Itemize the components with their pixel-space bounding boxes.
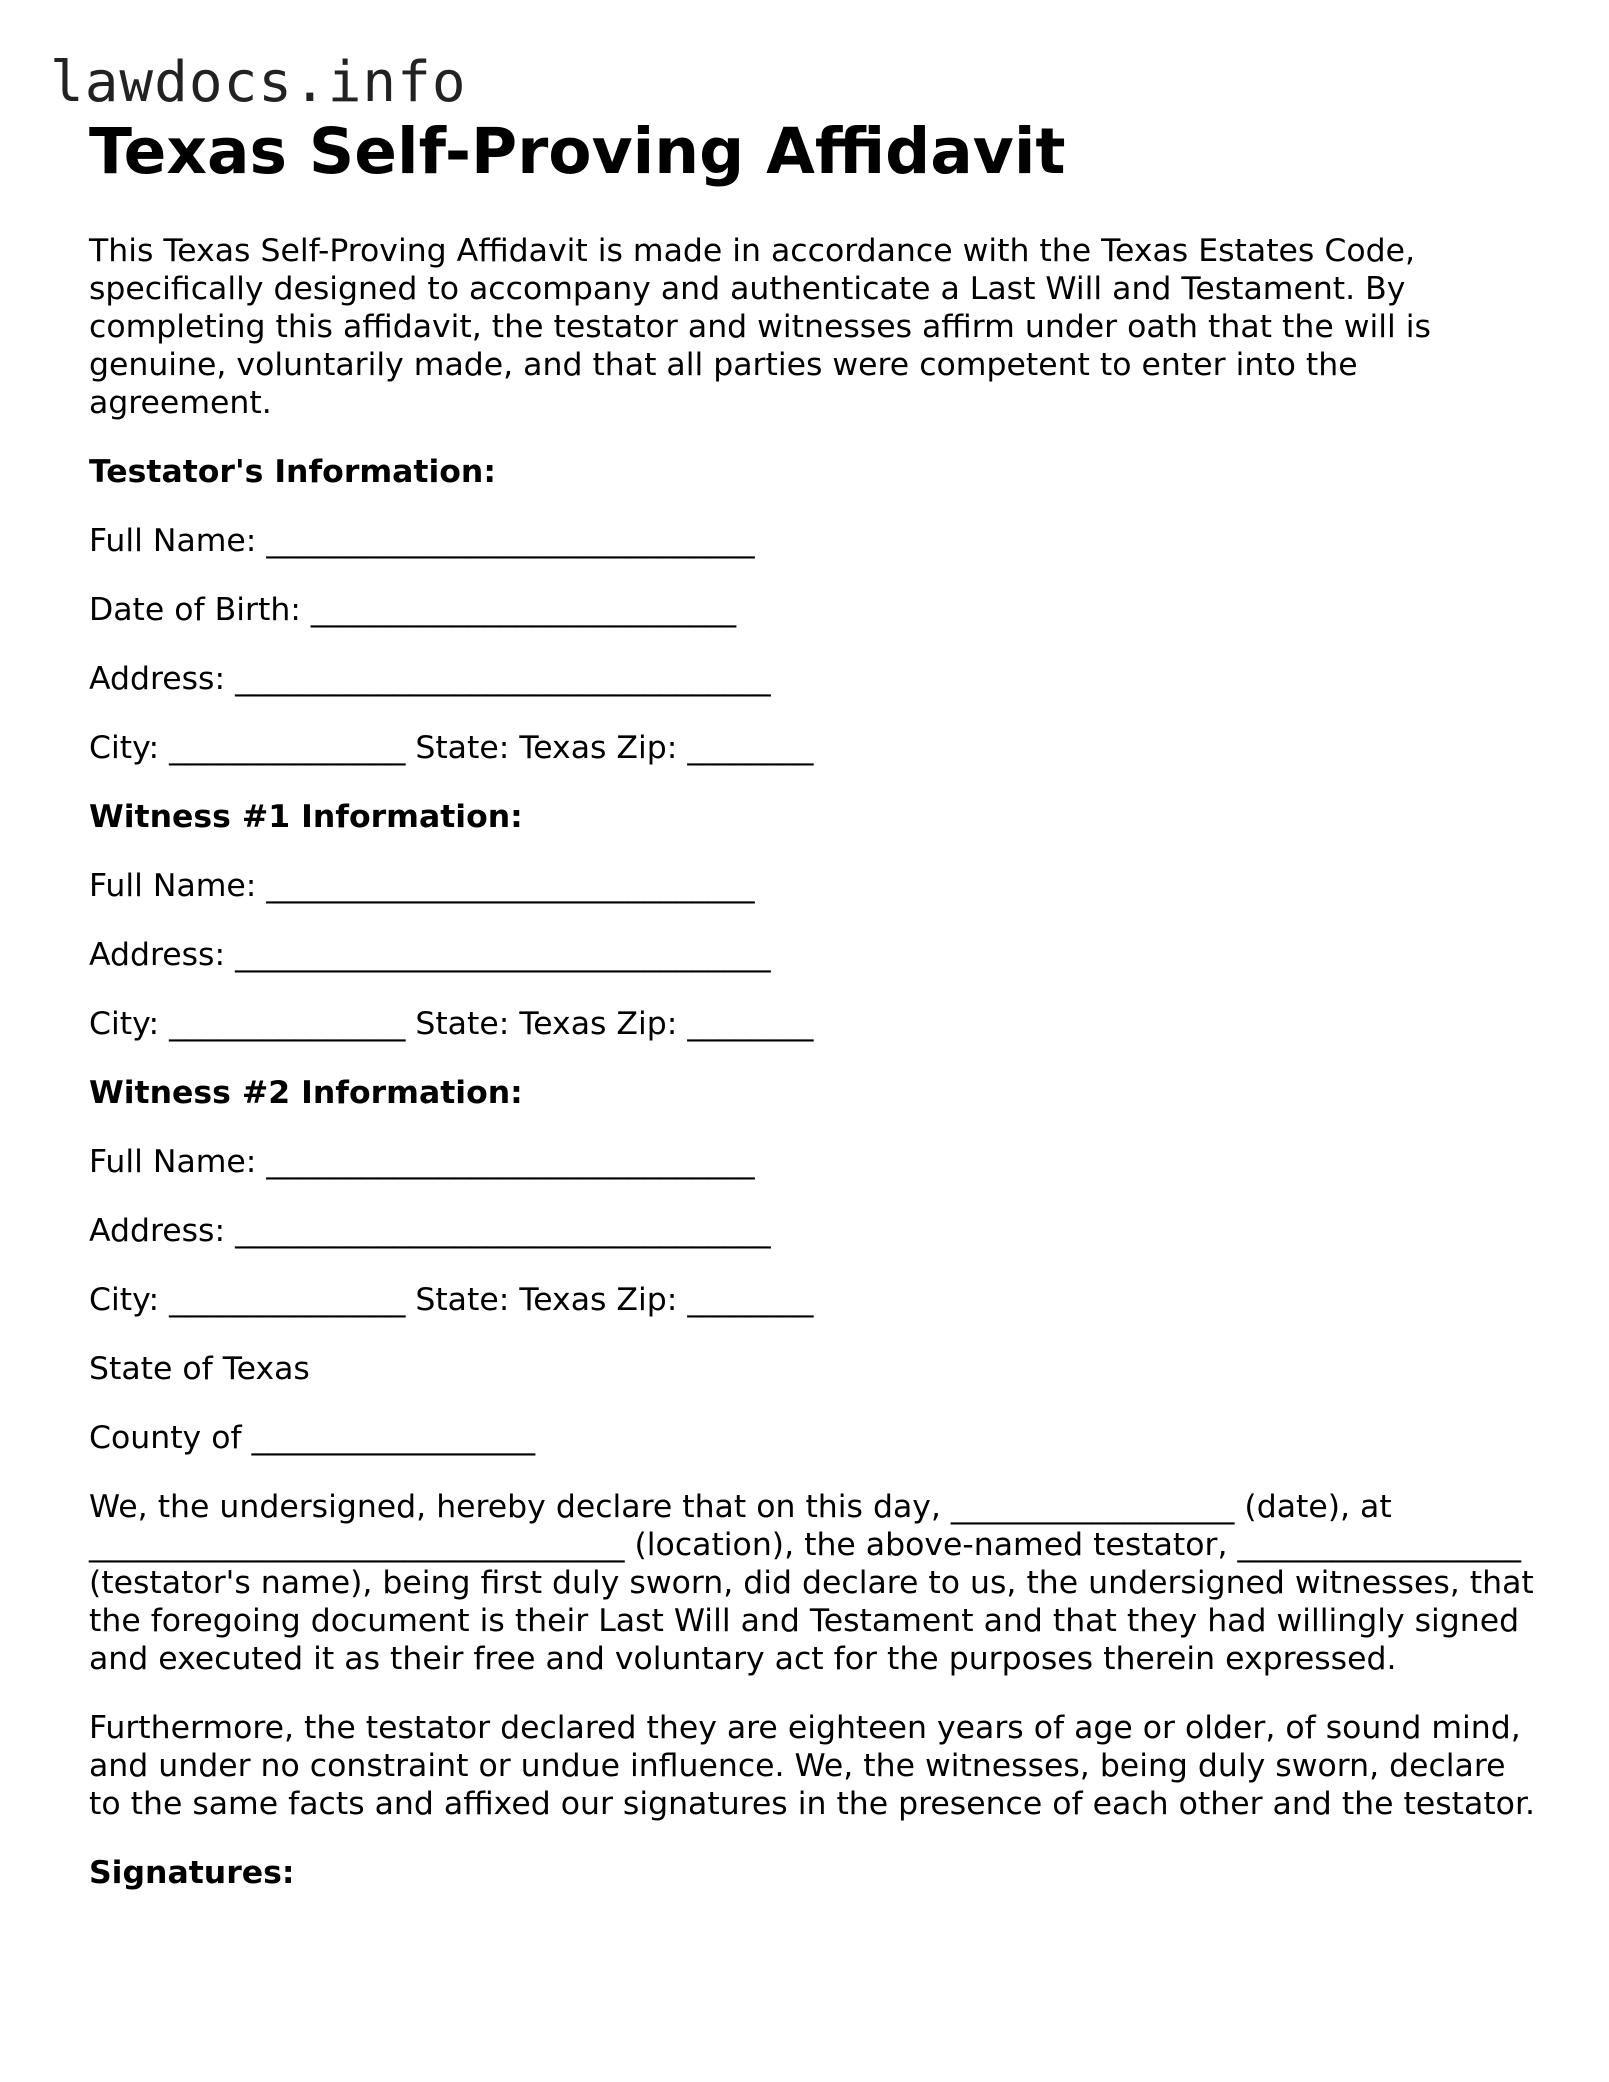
witness2-city-state-zip-field: City: _______________ State: Texas Zip: ________ <box>89 1282 814 1318</box>
witness2-heading: Witness #2 Information: <box>89 1075 523 1111</box>
document-body <box>89 232 1544 1923</box>
testator-heading: Testator's Information: <box>89 454 496 490</box>
witness1-city-state-zip-field: City: _______________ State: Texas Zip: ________ <box>89 1006 814 1042</box>
testator-address-field: Address: __________________________________ <box>89 661 771 697</box>
site-watermark: lawdocs.info <box>50 50 467 115</box>
furthermore-paragraph: Furthermore, the testator declared they are eighteen years of age or older, of sound mind, and under no constraint or undue influence. We, the witnesses, being duly sworn, declare to the same facts and affixed our signatures in the presence of each other and the testator. <box>89 1710 1536 1822</box>
venue-state: State of Texas <box>89 1351 310 1387</box>
testator-date-of-birth-field: Date of Birth: ___________________________ <box>89 592 737 628</box>
signatures-heading: Signatures: <box>89 1855 295 1891</box>
witness2-address-field: Address: __________________________________ <box>89 1213 771 1249</box>
venue-county-field: County of __________________ <box>89 1420 536 1456</box>
witness1-full-name-field: Full Name: _______________________________ <box>89 868 755 904</box>
testator-city-state-zip-field: City: _______________ State: Texas Zip: ________ <box>89 730 814 766</box>
document-title: Texas Self-Proving Affidavit <box>89 115 1066 188</box>
witness1-address-field: Address: __________________________________ <box>89 937 771 973</box>
witness1-heading: Witness #1 Information: <box>89 799 523 835</box>
declaration-paragraph: We, the undersigned, hereby declare that on this day, __________________ (date), at __________________________________ (location), the above-named testator, __________________ (testator's name), being first duly sworn, did declare to us, the undersigned witnesses, that the foregoing document is their Last Will and Testament and that they had willingly signed and executed it as their free and voluntary act for the purposes therein expressed. <box>89 1489 1544 1677</box>
witness2-full-name-field: Full Name: _______________________________ <box>89 1144 755 1180</box>
intro-paragraph: This Texas Self-Proving Affidavit is made in accordance with the Texas Estates Code, specifically designed to accompany and authenticate a Last Will and Testament. By completing this affidavit, the testator and witnesses affirm under oath that the will is genuine, voluntarily made, and that all parties were competent to enter into the agreement. <box>89 233 1441 421</box>
testator-full-name-field: Full Name: _______________________________ <box>89 523 755 559</box>
